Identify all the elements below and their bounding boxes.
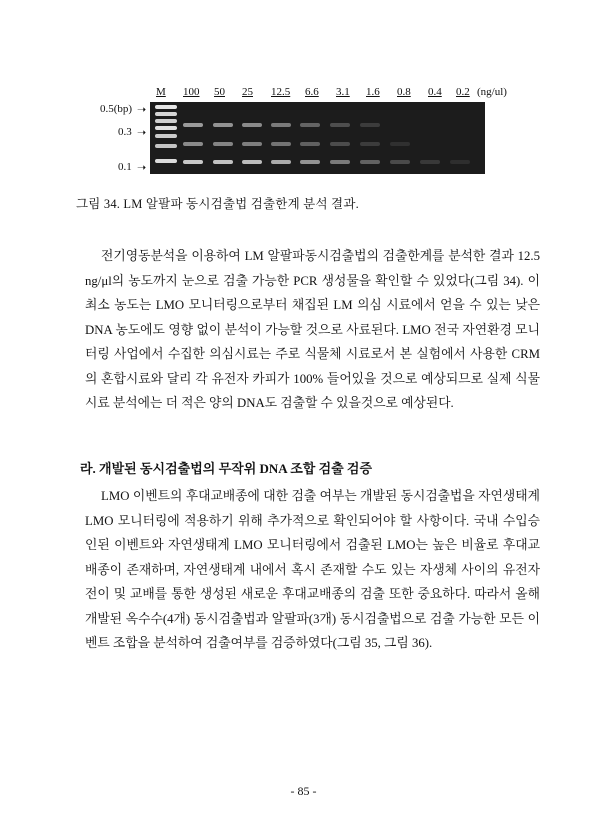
lane-label: 12.5	[271, 86, 291, 98]
sample-band	[360, 160, 380, 164]
gel-image	[150, 102, 485, 174]
ladder-band	[155, 134, 177, 138]
sample-band	[330, 123, 350, 127]
sample-band	[213, 160, 233, 164]
lane-label: 6.6	[305, 86, 319, 98]
lane-label: 100	[183, 86, 200, 98]
sample-band	[390, 160, 410, 164]
sample-band	[330, 160, 350, 164]
sample-band	[360, 123, 380, 127]
sample-band	[271, 142, 291, 146]
sample-band	[390, 142, 410, 146]
arrow-icon: ➝	[137, 162, 147, 174]
ladder-band	[155, 119, 177, 123]
sample-band	[213, 142, 233, 146]
arrow-icon: ➝	[137, 104, 147, 116]
sample-band	[213, 123, 233, 127]
lane-label: 50	[214, 86, 225, 98]
ladder-band	[155, 126, 177, 130]
sample-band	[183, 160, 203, 164]
bp-label-100: 0.1	[118, 161, 132, 173]
sample-band	[183, 123, 203, 127]
body-paragraph	[85, 244, 540, 416]
gel-lane-labels	[150, 86, 530, 100]
section-heading: 라. 개발된 동시검출법의 무작위 DNA 조합 검출 검증	[80, 461, 373, 476]
figure-caption: 그림 34. LM 알팔파 동시검출법 검출한계 분석 결과.	[76, 197, 359, 211]
paragraph-text: LMO 이벤트의 후대교배종에 대한 검출 여부는 개발된 동시검출법을 자연생태계 LMO 모니터링에 적용하기 위해 추가적으로 확인되어야 할 사항이다. 국내 수입승인된 이벤트와 자연생태계 LMO 모니터링에서 검출된 LMO는 높은 비율로 후대교배종이 존재하며, 자연생태계 내에서 혹시 존재할 수도 있는 자생체 사이의 유전자 전이 및 교배를 통한 생성된 새로운 후대교배종의 검출 또한 중요하다. 따라서 올해 개발된 옥수수(4개) 동시검출법과 알팔파(3개) 동시검출법으로 검출 가능한 모든 이벤트 조합을 분석하여 검출여부를 검증하였다(그림 35, 그림 36).	[85, 489, 540, 650]
paragraph-text: 전기영동분석을 이용하여 LM 알팔파동시검출법의 검출한계를 분석한 결과 12.5 ng/μl의 농도까지 눈으로 검출 가능한 PCR 생성물을 확인할 수 있었다(그림 34). 이 최소 농도는 LMO 모니터링으로부터 채집된 LM 의심 시료에서 얻을 수 있는 낮은 DNA 농도에도 영향 없이 분석이 가능할 것으로 사료된다. LMO 전국 자연환경 모니터링 사업에서 수집한 의심시료는 주로 식물체 시료로서 본 실험에서 사용한 CRM의 혼합시료와 달리 각 유전자 카피가 100% 들어있을 것으로 예상되므로 실제 식물시료 분석에는 더 적은 양의 DNA도 검출할 수 있을것으로 예상된다.	[85, 249, 540, 410]
sample-band	[183, 142, 203, 146]
body-paragraph	[85, 484, 540, 656]
sample-band	[330, 142, 350, 146]
sample-band	[271, 160, 291, 164]
sample-band	[300, 142, 320, 146]
lane-label: 0.8	[397, 86, 411, 98]
sample-band	[300, 160, 320, 164]
sample-band	[360, 142, 380, 146]
sample-band	[450, 160, 470, 164]
ladder-band	[155, 112, 177, 116]
lane-label: 1.6	[366, 86, 380, 98]
ladder-band	[155, 159, 177, 163]
ladder-band	[155, 105, 177, 109]
lane-label: 3.1	[336, 86, 350, 98]
sample-band	[420, 160, 440, 164]
bp-label-300: 0.3	[118, 126, 132, 138]
bp-label-500: 0.5(bp)	[100, 103, 133, 115]
ladder-band	[155, 144, 177, 148]
sample-band	[242, 142, 262, 146]
concentration-unit: (ng/ul)	[477, 86, 507, 98]
sample-band	[242, 123, 262, 127]
sample-band	[242, 160, 262, 164]
lane-label: 25	[242, 86, 253, 98]
page-number: - 85 -	[290, 784, 317, 798]
lane-label: 0.4	[428, 86, 442, 98]
sample-band	[300, 123, 320, 127]
arrow-icon: ➝	[137, 127, 147, 139]
sample-band	[271, 123, 291, 127]
lane-label-marker: M	[156, 86, 166, 98]
lane-label: 0.2	[456, 86, 470, 98]
